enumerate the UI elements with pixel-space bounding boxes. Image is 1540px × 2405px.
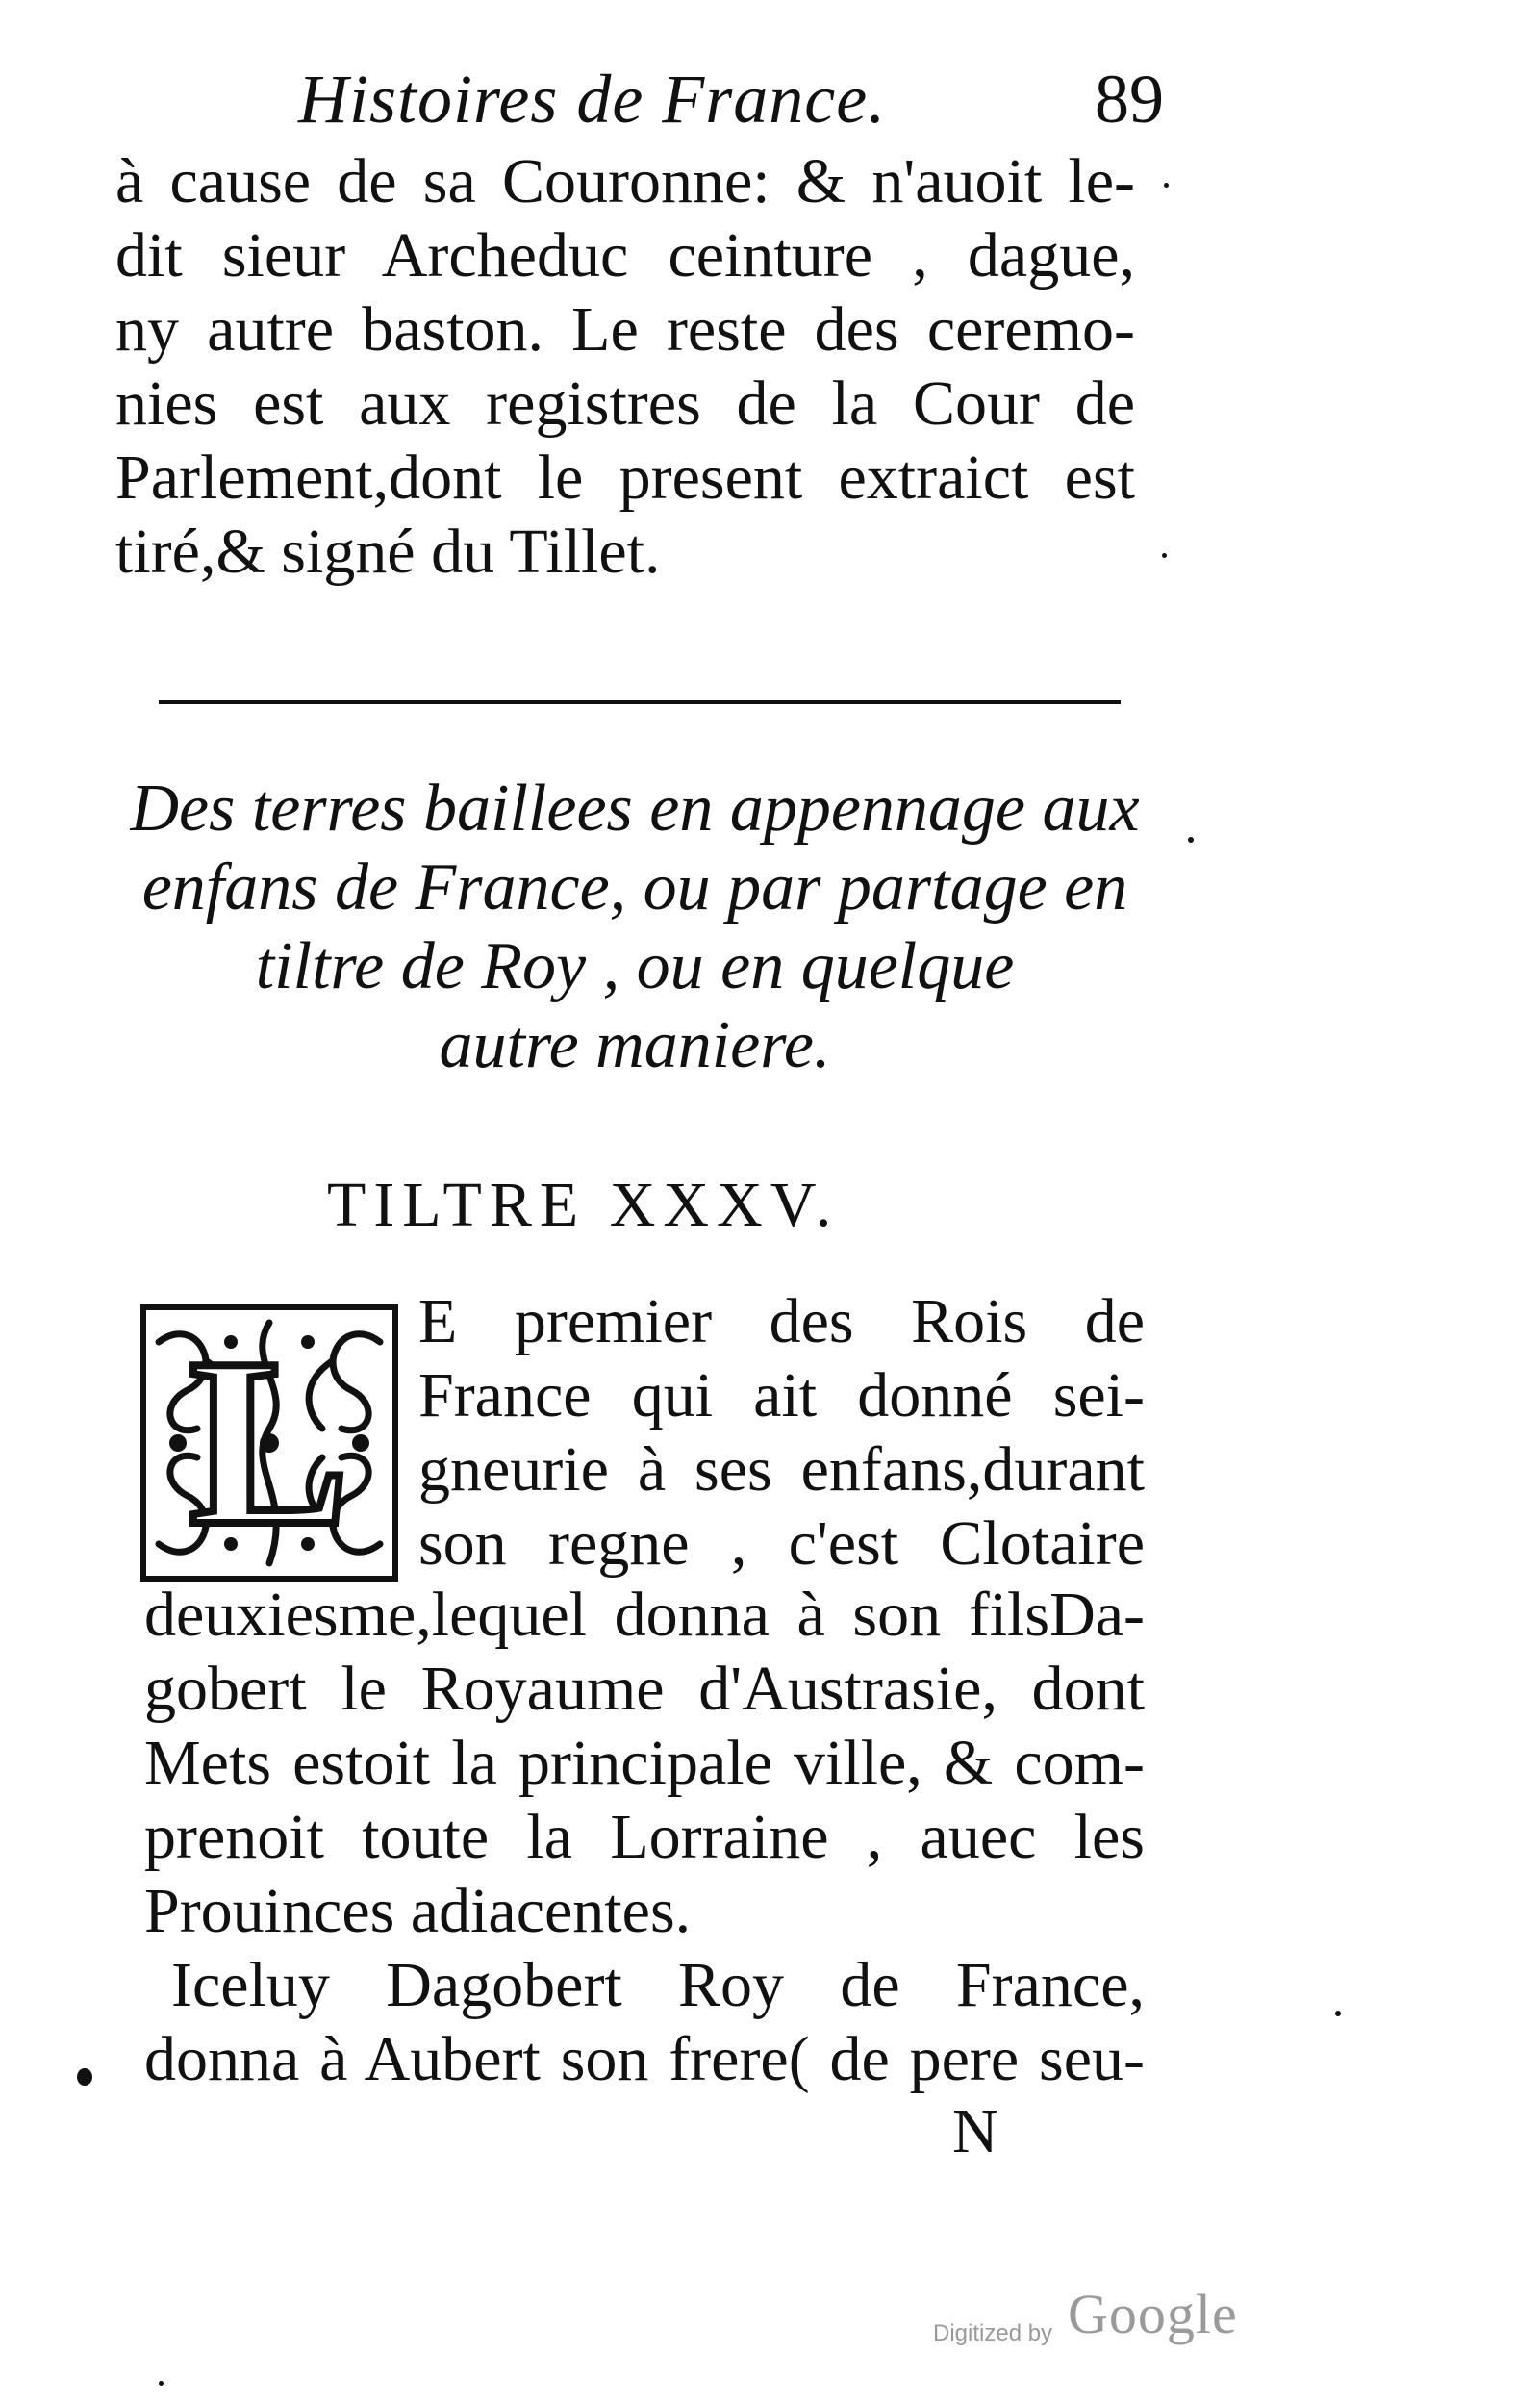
ink-speck [1164,183,1169,188]
decorated-initial [139,1304,399,1582]
text-line: prenoit toute la Lorraine , auec les [144,1802,1145,1872]
text-line: France qui ait donné sei- [418,1360,1145,1430]
second-paragraph [144,1948,1145,2096]
text-line: E premier des Rois de [418,1286,1145,1356]
page-number: 89 [1095,61,1164,138]
text-line: gobert le Royaume d'Austrasie, dont [144,1654,1145,1724]
ink-speck [1335,2011,1341,2016]
text-line: ny autre baston. Le reste des ceremo- [115,294,1135,365]
main-paragraph-full [144,1578,1145,1948]
text-line: nies est aux registres de la Cour de [115,368,1135,439]
text-line: dit sieur Archeduc ceinture , dague, [115,220,1135,291]
ink-speck [1162,553,1167,558]
initial-letter: L [189,1309,350,1576]
text-line: Prouinces adiacentes. [144,1876,692,1946]
text-line: deuxiesme,lequel donna à son filsDa- [144,1580,1145,1650]
catchword: N [952,2096,998,2166]
main-paragraph-indented [418,1284,1145,1581]
text-line: à cause de sa Couronne: & n'auoit le- [115,146,1135,216]
text-line: tiré,& signé du Tillet. [115,517,661,587]
text-line: son regne , c'est Clotaire [418,1508,1145,1579]
text-line: gneurie à ses enfans,durant [418,1434,1145,1505]
heading-line: enfans de France, ou par partage en [141,850,1128,924]
text-line: Mets estoit la principale ville, & com- [144,1728,1145,1798]
section-heading [106,770,1164,1085]
heading-line: autre maniere. [439,1008,831,1082]
text-line: donna à Aubert son frere( de pere seu- [144,2024,1145,2094]
heading-line: Des terres baillees en appennage aux [130,772,1140,846]
title-label: TILTRE XXXV. [327,1170,840,1240]
google-logo: Google [1068,2283,1238,2345]
ink-speck [159,2381,164,2386]
ink-speck [77,2068,92,2086]
ink-speck [1188,837,1194,843]
watermark-prefix: Digitized by [933,2320,1053,2346]
heading-line: tiltre de Roy , ou en quelque [255,929,1015,1003]
text-line: Iceluy Dagobert Roy de France, [171,1950,1145,2020]
digitization-watermark [933,2282,1260,2359]
running-title: Histoires de France. [298,61,887,138]
top-paragraph [115,144,1135,589]
text-line: Parlement,dont le present extraict est [115,443,1135,513]
section-divider-rule [159,700,1121,704]
running-head [298,60,1183,137]
